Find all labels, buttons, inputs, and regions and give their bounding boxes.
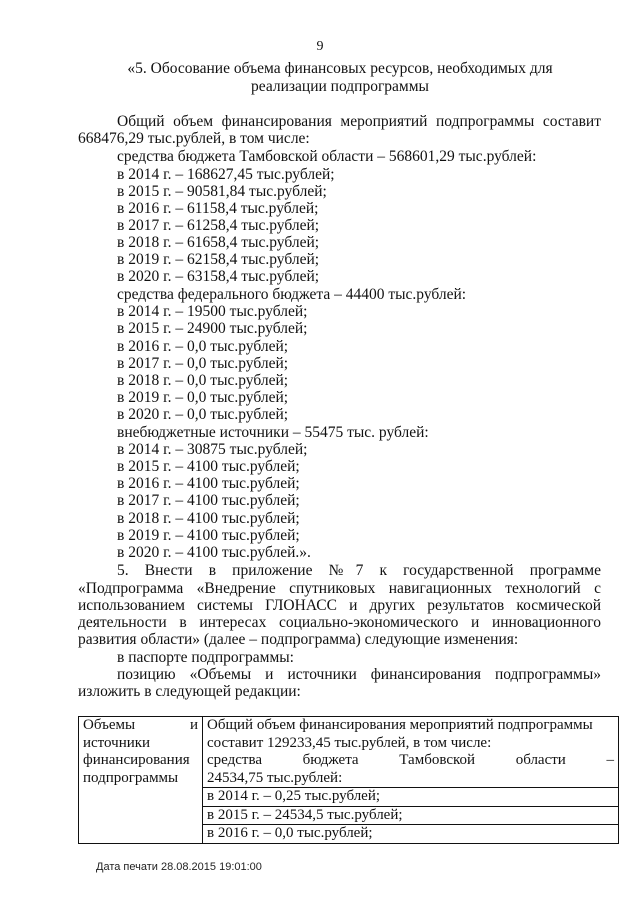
intro-line-1: Общий объем финансирования мероприятий подпрограммы составит xyxy=(117,113,601,130)
heading-line-2: реализации подпрограммы xyxy=(251,78,429,95)
content-line: в 2016 г. – 0,0 тыс.рублей; xyxy=(203,824,618,843)
offbudget-year-item: в 2017 г. – 4100 тыс.рублей; xyxy=(117,492,300,509)
regional-year-item: в 2018 г. – 61658,4 тыс.рублей; xyxy=(117,234,320,251)
label-line: финансирования xyxy=(83,752,190,768)
regional-year-item: в 2019 г. – 62158,4 тыс.рублей; xyxy=(117,251,320,268)
federal-year-item: в 2018 г. – 0,0 тыс.рублей; xyxy=(117,372,289,389)
table-row xyxy=(79,717,619,844)
federal-year-item: в 2016 г. – 0,0 тыс.рублей; xyxy=(117,338,289,355)
position-line: изложить в следующей редакции: xyxy=(78,683,301,700)
page-number: 9 xyxy=(316,39,324,54)
table-cell-content xyxy=(203,717,619,844)
offbudget-year-item: в 2016 г. – 4100 тыс.рублей; xyxy=(117,475,300,492)
regional-year-item: в 2014 г. – 168627,45 тыс.рублей; xyxy=(117,166,335,183)
print-date-footer: Дата печати 28.08.2015 19:01:00 xyxy=(96,861,262,873)
funding-table xyxy=(78,716,619,844)
offbudget-header: внебюджетные источники – 55475 тыс. рублей: xyxy=(117,424,429,441)
regional-budget-header: средства бюджета Тамбовской области – 568601,29 тыс.рублей: xyxy=(117,148,537,165)
offbudget-year-item: в 2019 г. – 4100 тыс.рублей; xyxy=(117,527,300,544)
table-cell-label xyxy=(79,717,203,844)
federal-year-item: в 2020 г. – 0,0 тыс.рублей; xyxy=(117,406,289,423)
federal-year-item: в 2014 г. – 19500 тыс.рублей; xyxy=(117,303,308,320)
offbudget-year-item: в 2020 г. – 4100 тыс.рублей.». xyxy=(117,544,311,561)
regional-year-item: в 2016 г. – 61158,4 тыс.рублей; xyxy=(117,200,319,217)
heading-line-1: «5. Обосование объема финансовых ресурсов, необходимых для xyxy=(127,60,553,77)
position-line: позицию «Объемы и источники финансирования подпрограммы» xyxy=(117,666,601,683)
item5-line: развития области» (далее – подпрограмма) следующие изменения: xyxy=(78,631,519,648)
federal-year-item: в 2019 г. – 0,0 тыс.рублей; xyxy=(117,389,289,406)
offbudget-year-item: в 2015 г. – 4100 тыс.рублей; xyxy=(117,458,300,475)
federal-year-item: в 2015 г. – 24900 тыс.рублей; xyxy=(117,320,308,337)
offbudget-year-item: в 2018 г. – 4100 тыс.рублей; xyxy=(117,510,300,527)
content-line: 24534,75 тыс.рублей: xyxy=(207,769,343,786)
content-line: в 2014 г. – 0,25 тыс.рублей; xyxy=(203,787,618,806)
label-word: и xyxy=(189,717,198,733)
item5-line: 5. Внести в приложение №7 к государственной программе xyxy=(117,562,601,579)
passport-line: в паспорте подпрограммы: xyxy=(117,649,294,666)
item5-line: «Подпрограмма «Внедрение спутниковых навигационных технологий с xyxy=(78,580,601,597)
regional-year-item: в 2020 г. – 63158,4 тыс.рублей; xyxy=(117,268,320,285)
label-word: Объемы xyxy=(83,717,136,733)
content-line: средства бюджета Тамбовской области – xyxy=(207,752,614,768)
content-line: Общий объем финансирования мероприятий подпрограммы xyxy=(207,717,593,733)
regional-year-item: в 2017 г. – 61258,4 тыс.рублей; xyxy=(117,217,320,234)
regional-year-item: в 2015 г. – 90581,84 тыс.рублей; xyxy=(117,183,327,200)
intro-line-2: 668476,29 тыс.рублей, в том числе: xyxy=(78,130,310,147)
content-line: составит 129233,45 тыс.рублей, в том числе: xyxy=(207,734,492,751)
content-line: в 2015 г. – 24534,5 тыс.рублей; xyxy=(203,806,618,825)
label-line: источники xyxy=(83,734,151,751)
federal-budget-header: средства федерального бюджета – 44400 тыс.рублей: xyxy=(117,286,467,303)
section-heading xyxy=(100,60,580,96)
federal-year-item: в 2017 г. – 0,0 тыс.рублей; xyxy=(117,355,289,372)
label-line: подпрограммы xyxy=(83,769,179,786)
offbudget-year-item: в 2014 г. – 30875 тыс.рублей; xyxy=(117,441,308,458)
item5-line: использованием системы ГЛОНАСС и других результатов космической xyxy=(78,597,601,614)
item5-line: деятельности в интересах социально-экономического и инновационного xyxy=(78,614,601,631)
